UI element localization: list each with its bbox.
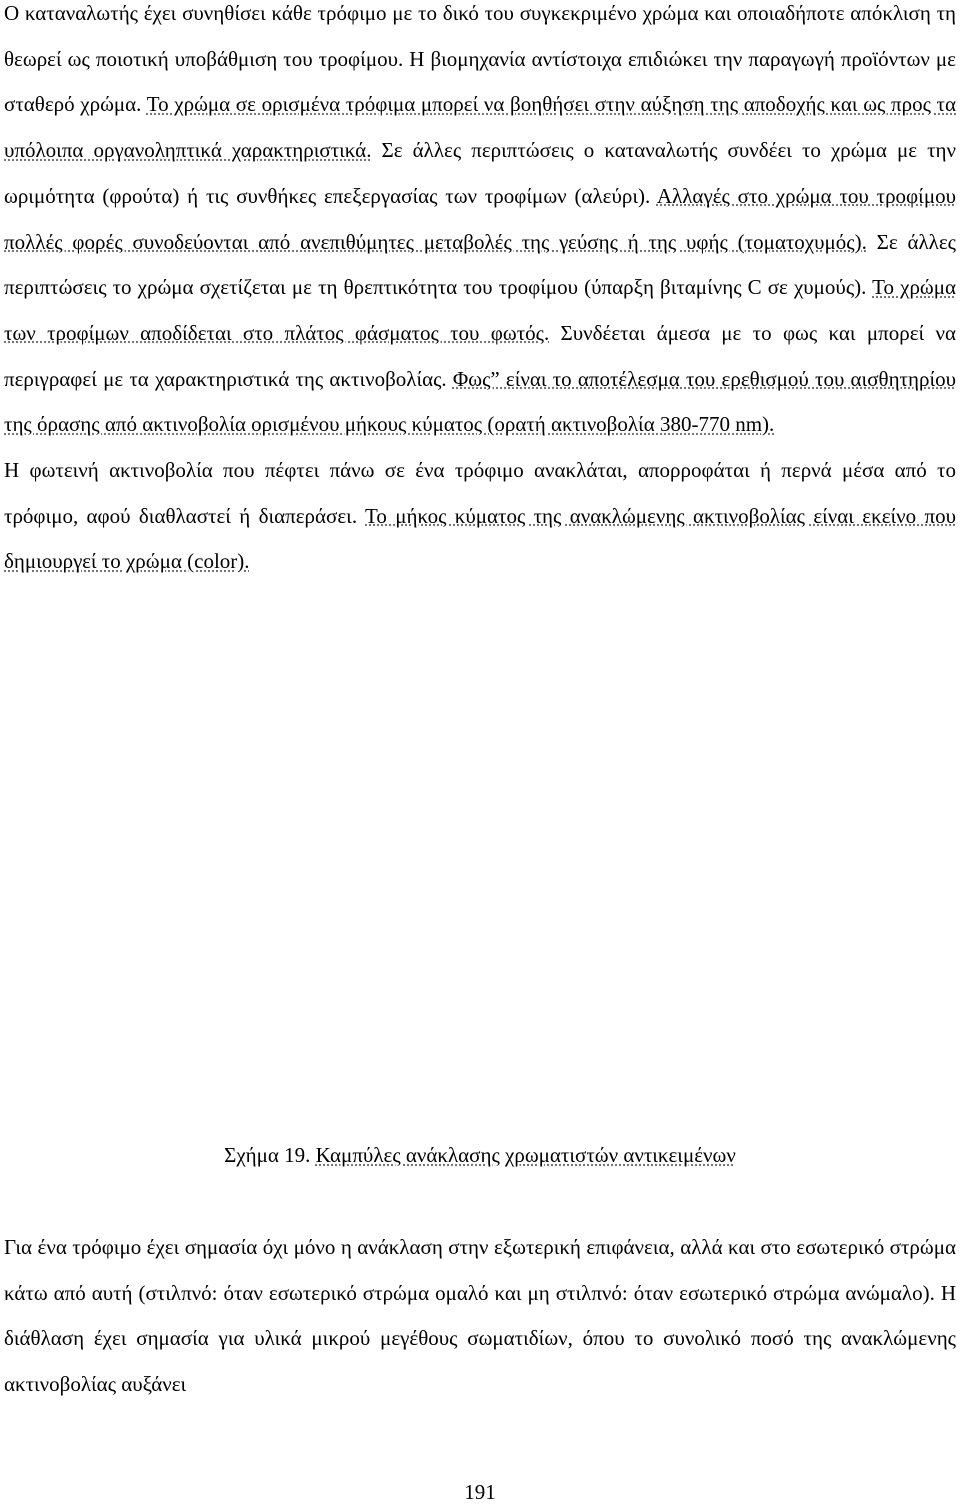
figure-title: Καμπύλες ανάκλασης χρωματιστών αντικειμένων	[315, 1143, 736, 1167]
figure-label: Σχήμα 19.	[224, 1143, 311, 1167]
sentence-2: Το χρώμα σε ορισμένα τρόφιμα μπορεί να βοηθήσει στην αύξηση της αποδοχής και ως προς τα υπόλοιπα οργανοληπτικά χαρακτηριστικά.	[4, 92, 956, 163]
sentence-8: Φως” είναι το αποτέλεσμα του ερεθισμού του αισθητηρίου της όρασης από ακτινοβολία ορισμένου μήκους κύματος (ορατή ακτινοβολία 380-770 nm).	[4, 366, 957, 437]
sentence-10: Το μήκος κύματος της ανακλώμενης ακτινοβολίας είναι εκείνο που δημιουργεί το χρώμα (color).	[4, 503, 956, 574]
sentence-7: Συνδέεται άμεσα με το φως και μπορεί να περιγραφεί με τα χαρακτηριστικά της ακτινοβολίας.	[4, 320, 956, 391]
sentence-4: Αλλαγές στο χρώμα του τροφίμου πολλές φορές συνοδεύονται από ανεπιθύμητες μεταβολές της γεύσης ή της υφής (τοματοχυμός).	[4, 183, 956, 254]
sentence-3: Σε άλλες περιπτώσεις ο καταναλωτής συνδέει το χρώμα με την ωριμότητα (φρούτα) ή τις συνθήκες επεξεργασίας των τροφίμων (αλεύρι).	[4, 138, 957, 208]
body-paragraph-1	[4, 0, 956, 585]
page-number: 191	[464, 1480, 496, 1504]
figure-caption	[0, 1140, 960, 1170]
sentence-5: Σε άλλες περιπτώσεις το χρώμα σχετίζεται με τη θρεπτικότητα του τροφίμου (ύπαρξη βιταμίνης C σε χυμούς).	[4, 229, 956, 300]
body-paragraph-2: Για ένα τρόφιμο έχει σημασία όχι μόνο η ανάκλαση στην εξωτερική επιφάνεια, αλλά και στο εσωτερικό στρώμα κάτω από αυτή (στιλπνό: όταν εσωτερικό στρώμα ομαλό και μη στιλπνό: όταν εσωτερικό στρώμα ανώμαλο). Η διάθλαση έχει σημασία για υλικά μικρού μεγέθους σωματιδίων, όπου το συνολικό ποσό της ανακλώμενης ακτινοβολίας αυξάνει	[4, 1235, 956, 1397]
sentence-9: Η φωτεινή ακτινοβολία που πέφτει πάνω σε ένα τρόφιμο ανακλάται, απορροφάται ή περνά μέσα από το τρόφιμο, αφού διαθλαστεί ή διαπεράσει.	[4, 458, 956, 528]
sentence-6: Το χρώμα των τροφίμων αποδίδεται στο πλάτος φάσματος του φωτός.	[4, 275, 957, 345]
sentence-1: Ο καταναλωτής έχει συνηθίσει κάθε τρόφιμο με το δικό του συγκεκριμένο χρώμα και οποιαδήποτε απόκλιση τη θεωρεί ως ποιοτική υποβάθμιση του τροφίμου. Η βιομηχανία αντίστοιχα επιδιώκει την παραγωγή προϊόντων με σταθερό χρώμα.	[4, 1, 956, 117]
